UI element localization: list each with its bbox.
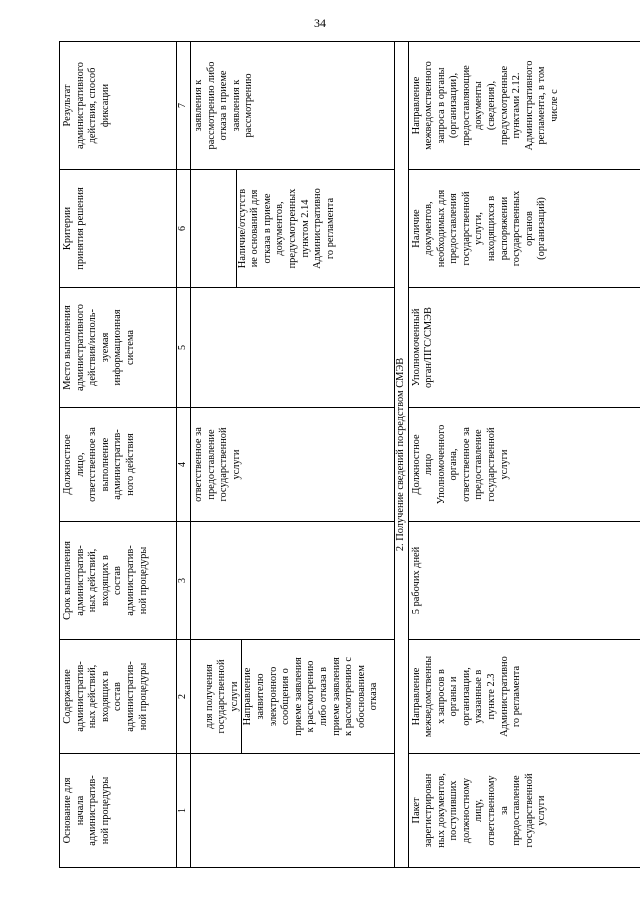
- column-number: 1: [177, 754, 191, 868]
- continuation-cell-official: ответственное за предоставление государственной услуги: [191, 408, 395, 522]
- smev-cell-content: Направление межведомственны х запросов в органы и организации, указанные в пункте 2.3 Административно го регламента: [408, 640, 640, 754]
- content-subtable: [204, 640, 381, 753]
- smev-cell-criteria: Наличие документов, необходимых для предоставления государственной услуги, находящихся в распоряжении государственных органов (организаций): [408, 170, 640, 288]
- header-cell-result: Результат административного действия, способ фиксации: [60, 42, 177, 170]
- continuation-cell-place: [191, 288, 395, 408]
- column-number: 3: [177, 522, 191, 640]
- continuation-cell-term: [191, 522, 395, 640]
- continuation-cell-basis: [191, 754, 395, 868]
- header-cell-basis: Основание для начала административ- ной процедуры: [60, 754, 177, 868]
- continuation-cell-content: [191, 640, 395, 754]
- section-title-row: [394, 42, 408, 868]
- header-cell-criteria: Критерии принятия решения: [60, 170, 177, 288]
- column-number-row: [177, 42, 191, 868]
- page-number: 34: [314, 16, 326, 30]
- rotated-table-wrapper: [59, 42, 581, 868]
- column-number: 5: [177, 288, 191, 408]
- smev-row: [408, 42, 640, 868]
- section-title: 2. Получение сведений посредством СМЭВ: [394, 42, 408, 868]
- column-number: 2: [177, 640, 191, 754]
- continuation-row: [191, 42, 395, 868]
- column-number: 4: [177, 408, 191, 522]
- smev-cell-term: 5 рабочих дней: [408, 522, 640, 640]
- header-cell-place: Место выполнения административного действия/исполь- зуемая информационная система: [60, 288, 177, 408]
- continuation-cell-result: заявления к рассмотрению либо отказа в приеме заявления к рассмотрению: [191, 42, 395, 170]
- smev-cell-basis: Пакет зарегистрирован ных документов, поступивших должностному лицу, ответственному за предоставление государственной услуги: [408, 754, 640, 868]
- content-top-text: для получения государственной услуги: [203, 659, 240, 734]
- column-number: 7: [177, 42, 191, 170]
- smev-cell-result: Направление межведомственного запроса в органы (организации), предоставляющие документы (сведения), предусмотренные пунктами 2.12. Административного регламента, в том числе с: [408, 42, 640, 170]
- content-bottom-text: Направление заявителю электронного сообщения о приеме заявления к рассмотрению либо отказа в приеме заявления к рассмотрению с обоснованием отказа: [242, 640, 381, 753]
- header-cell-content: Содержание административ- ных действий, входящих в состав административ- ной процедуры: [60, 640, 177, 754]
- criteria-subtable: [204, 170, 338, 287]
- criteria-bottom-text: Наличие/отсутств ие оснований для отказа в приеме документов, предусмотренных пунктом 2.14 Административно го регламента: [236, 170, 337, 287]
- smev-cell-place: Уполномоченный орган/ПГС/СМЭВ: [408, 288, 640, 408]
- header-cell-term: Срок выполнения административ- ных действий, входящих в состав административ- ной процедуры: [60, 522, 177, 640]
- header-row: [60, 42, 177, 868]
- smev-cell-official: Должностное лицо Уполномоченного органа, ответственное за предоставление государственной услуги: [408, 408, 640, 522]
- header-cell-official: Должностное лицо, ответственное за выполнение административ- ного действия: [60, 408, 177, 522]
- criteria-top-empty: [204, 170, 237, 287]
- continuation-cell-criteria: [191, 170, 395, 288]
- procedure-table: [59, 41, 640, 868]
- column-number: 6: [177, 170, 191, 288]
